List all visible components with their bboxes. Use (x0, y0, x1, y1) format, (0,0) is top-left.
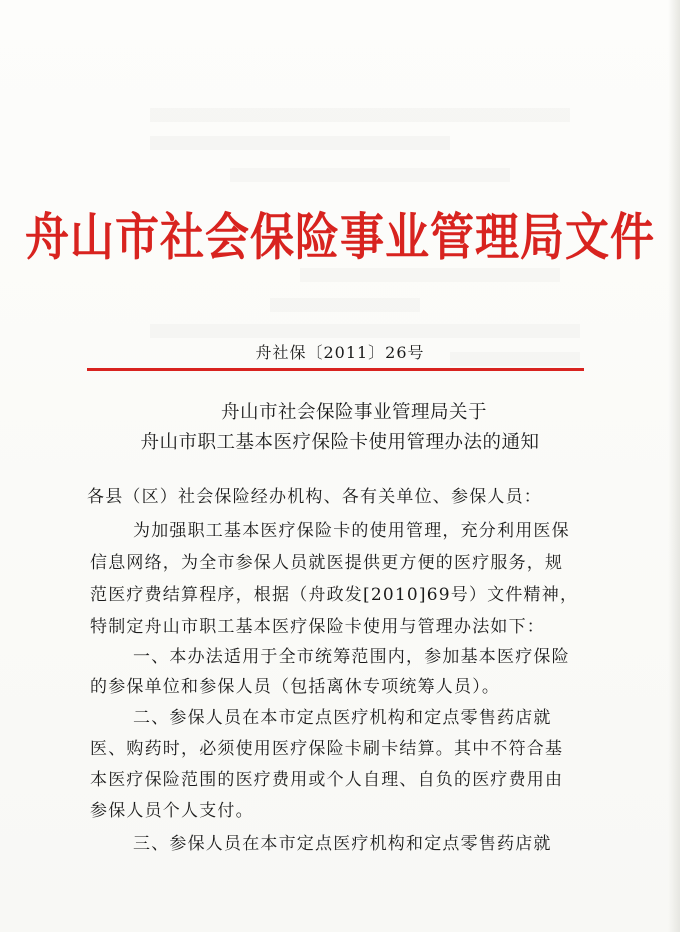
bleed-through-3 (230, 168, 510, 182)
notice-title-line1: 舟山市社会保险事业管理局关于 (220, 402, 487, 423)
body-paragraph-line: 范医疗费结算程序，根据（舟政发[2010]69号）文件精神， (90, 585, 579, 605)
body-paragraph-line: 为加强职工基本医疗保险卡的使用管理，充分利用医保 (133, 521, 570, 541)
bleed-through-6 (150, 324, 580, 338)
notice-title-line2: 舟山市职工基本医疗保险卡使用管理办法的通知 (140, 432, 540, 453)
body-paragraph-line: 医、购药时，必须使用医疗保险卡刷卡结算。其中不符合基 (90, 739, 564, 759)
bleed-through-4 (300, 268, 560, 282)
body-paragraph-line: 的参保单位和参保人员（包括离休专项统筹人员）。 (90, 677, 501, 697)
red-separator-rule (87, 368, 584, 371)
body-salutation: 各县（区）社会保险经办机构、各有关单位、参保人员： (87, 487, 542, 507)
document-number: 舟社保〔2011〕26号 (255, 343, 425, 362)
body-paragraph-line: 三、参保人员在本市定点医疗机构和定点零售药店就 (133, 834, 552, 854)
body-paragraph-line: 本医疗保险范围的医疗费用或个人自理、自负的医疗费用由 (90, 770, 564, 790)
page-edge-shadow (668, 0, 680, 932)
body-paragraph-line: 一、本办法适用于全市统筹范围内，参加基本医疗保险 (133, 647, 570, 667)
document-header-title: 舟山市社会保险事业管理局文件 (25, 208, 655, 268)
body-paragraph-line: 参保人员个人支付。 (90, 801, 254, 821)
body-paragraph-line: 二、参保人员在本市定点医疗机构和定点零售药店就 (133, 708, 552, 728)
body-paragraph-line: 特制定舟山市职工基本医疗保险卡使用与管理办法如下： (90, 617, 545, 637)
bleed-through-5 (270, 298, 420, 312)
bleed-through-2 (150, 136, 450, 150)
bleed-through-1 (150, 108, 570, 122)
body-paragraph-line: 信息网络，为全市参保人员就医提供更方便的医疗服务，规 (90, 553, 564, 573)
